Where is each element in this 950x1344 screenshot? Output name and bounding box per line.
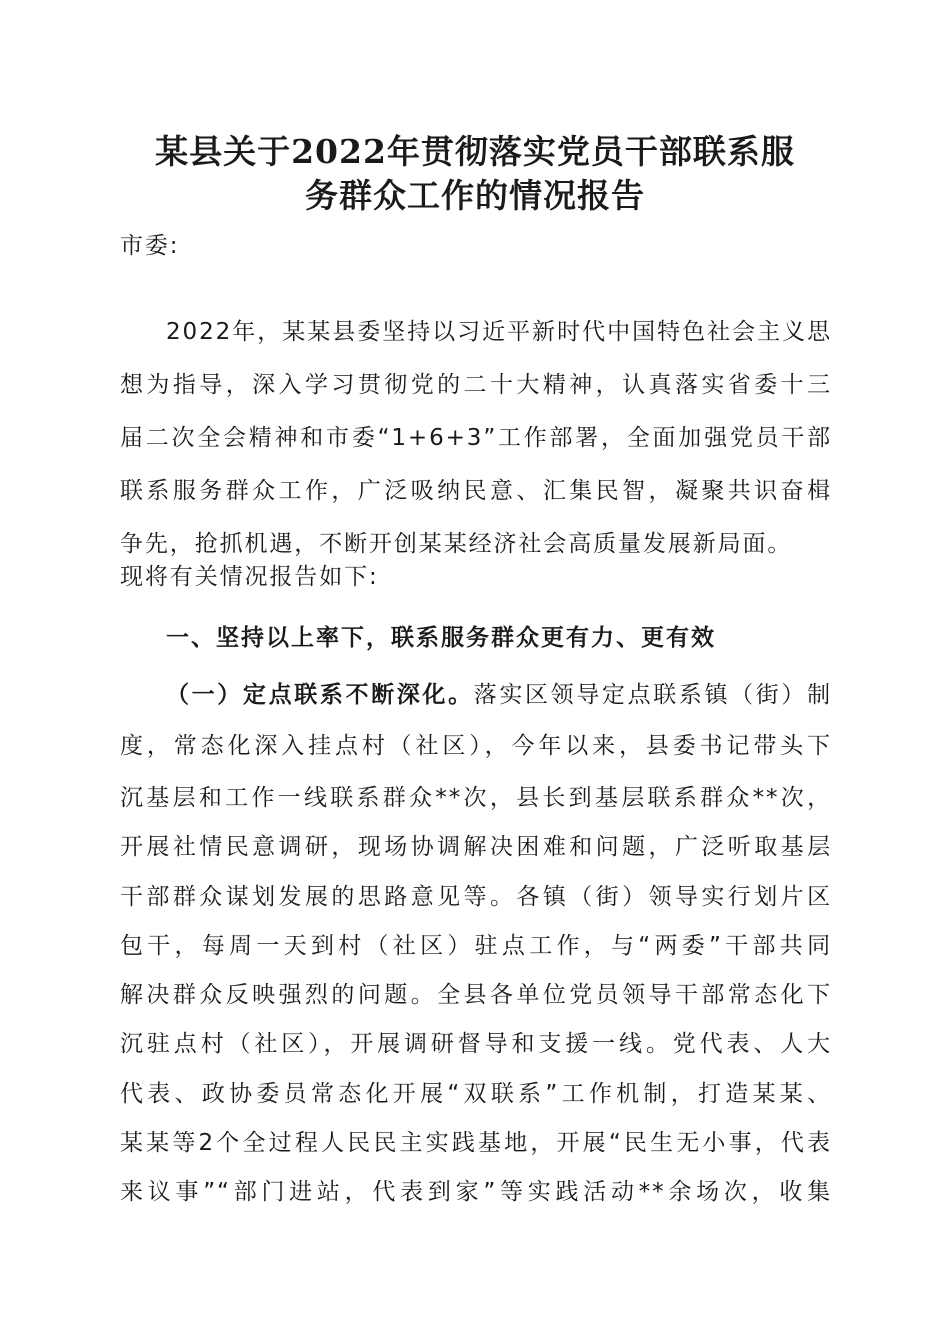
- subsection-first-line-text: 落实区领导定点联系镇（街）制: [473, 682, 832, 708]
- body-line: 来议事”“部门进站，代表到家”等实践活动**余场次，收集: [120, 1179, 832, 1205]
- document-title-line-1: 某县关于2022年贯彻落实党员干部联系服: [155, 132, 795, 171]
- intro-line: 现将有关情况报告如下:: [120, 564, 379, 590]
- intro-line: 想为指导，深入学习贯彻党的二十大精神，认真落实省委十三: [120, 372, 832, 398]
- body-line: 某某等2个全过程人民民主实践基地，开展“民生无小事，代表: [120, 1130, 832, 1156]
- section-heading: 一、坚持以上率下，联系服务群众更有力、更有效: [166, 625, 716, 651]
- body-line: 解决群众反映强烈的问题。全县各单位党员领导干部常态化下: [120, 982, 832, 1008]
- body-line: 度，常态化深入挂点村（社区），今年以来，县委书记带头下: [120, 733, 832, 759]
- body-line: 包干，每周一天到村（社区）驻点工作，与“两委”干部共同: [120, 933, 832, 959]
- intro-line: 联系服务群众工作，广泛吸纳民意、汇集民智，凝聚共识奋楫: [120, 478, 832, 504]
- body-line: 干部群众谋划发展的思路意见等。各镇（街）领导实行划片区: [120, 884, 832, 910]
- intro-line: 2022年，某某县委坚持以习近平新时代中国特色社会主义思: [166, 319, 832, 345]
- intro-line: 届二次全会精神和市委“1+6+3”工作部署，全面加强党员干部: [120, 425, 832, 451]
- body-line: 沉驻点村（社区），开展调研督导和支援一线。党代表、人大: [120, 1031, 832, 1057]
- intro-line: 争先，抢抓机遇，不断开创某某经济社会高质量发展新局面。: [120, 531, 793, 557]
- body-line: 沉基层和工作一线联系群众**次，县长到基层联系群众**次，: [120, 785, 832, 811]
- subsection-first-line: [166, 669, 832, 722]
- subsection-heading: （一）定点联系不断深化。: [166, 682, 474, 708]
- document-title-line-2: 务群众工作的情况报告: [305, 176, 645, 215]
- body-line: 代表、政协委员常态化开展“双联系”工作机制，打造某某、: [120, 1081, 832, 1107]
- body-line: 开展社情民意调研，现场协调解决困难和问题，广泛听取基层: [120, 834, 832, 860]
- salutation: 市委:: [120, 233, 180, 259]
